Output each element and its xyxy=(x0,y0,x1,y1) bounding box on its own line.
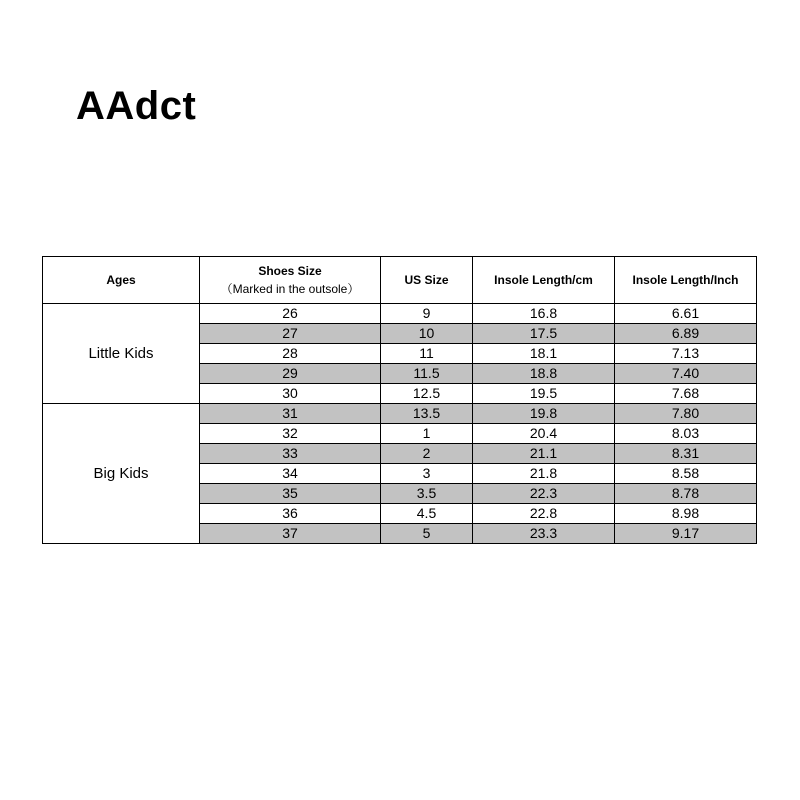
cell-insole-inch: 9.17 xyxy=(615,524,757,544)
cell-insole-inch: 8.31 xyxy=(615,444,757,464)
cell-shoes-size: 28 xyxy=(200,344,381,364)
cell-insole-inch: 8.58 xyxy=(615,464,757,484)
cell-insole-inch: 8.78 xyxy=(615,484,757,504)
cell-insole-cm: 22.8 xyxy=(473,504,615,524)
cell-insole-inch: 6.61 xyxy=(615,304,757,324)
header-row xyxy=(43,257,757,304)
cell-us-size: 11 xyxy=(381,344,473,364)
cell-us-size: 11.5 xyxy=(381,364,473,384)
cell-insole-inch: 7.13 xyxy=(615,344,757,364)
cell-shoes-size: 26 xyxy=(200,304,381,324)
cell-insole-cm: 21.1 xyxy=(473,444,615,464)
cell-insole-inch: 6.89 xyxy=(615,324,757,344)
cell-us-size: 9 xyxy=(381,304,473,324)
cell-shoes-size: 31 xyxy=(200,404,381,424)
cell-insole-cm: 18.1 xyxy=(473,344,615,364)
cell-shoes-size: 36 xyxy=(200,504,381,524)
cell-us-size: 1 xyxy=(381,424,473,444)
table-row xyxy=(43,404,757,424)
cell-shoes-size: 29 xyxy=(200,364,381,384)
cell-insole-cm: 19.8 xyxy=(473,404,615,424)
table-body xyxy=(43,304,757,544)
age-group-label: Little Kids xyxy=(43,304,200,404)
cell-insole-cm: 20.4 xyxy=(473,424,615,444)
table-row xyxy=(43,304,757,324)
cell-us-size: 3.5 xyxy=(381,484,473,504)
header-shoes-size-note: （Marked in the outsole） xyxy=(220,281,360,296)
brand-logo-text: AAdct xyxy=(76,84,197,128)
cell-insole-cm: 19.5 xyxy=(473,384,615,404)
cell-shoes-size: 35 xyxy=(200,484,381,504)
cell-insole-cm: 21.8 xyxy=(473,464,615,484)
cell-insole-inch: 7.40 xyxy=(615,364,757,384)
header-shoes-size-label: Shoes Size xyxy=(258,263,322,278)
size-chart-table xyxy=(42,256,757,544)
cell-insole-inch: 8.03 xyxy=(615,424,757,444)
cell-us-size: 2 xyxy=(381,444,473,464)
cell-insole-inch: 7.80 xyxy=(615,404,757,424)
cell-insole-cm: 18.8 xyxy=(473,364,615,384)
cell-us-size: 5 xyxy=(381,524,473,544)
cell-insole-cm: 23.3 xyxy=(473,524,615,544)
cell-us-size: 10 xyxy=(381,324,473,344)
cell-insole-inch: 8.98 xyxy=(615,504,757,524)
header-insole-inch: Insole Length/Inch xyxy=(615,257,757,304)
cell-us-size: 12.5 xyxy=(381,384,473,404)
cell-shoes-size: 34 xyxy=(200,464,381,484)
cell-us-size: 13.5 xyxy=(381,404,473,424)
header-shoes-size xyxy=(200,257,381,304)
cell-shoes-size: 37 xyxy=(200,524,381,544)
cell-insole-cm: 17.5 xyxy=(473,324,615,344)
age-group-label: Big Kids xyxy=(43,404,200,544)
cell-insole-inch: 7.68 xyxy=(615,384,757,404)
cell-shoes-size: 32 xyxy=(200,424,381,444)
cell-us-size: 4.5 xyxy=(381,504,473,524)
header-ages: Ages xyxy=(43,257,200,304)
cell-shoes-size: 27 xyxy=(200,324,381,344)
cell-shoes-size: 33 xyxy=(200,444,381,464)
cell-shoes-size: 30 xyxy=(200,384,381,404)
cell-us-size: 3 xyxy=(381,464,473,484)
cell-insole-cm: 22.3 xyxy=(473,484,615,504)
cell-insole-cm: 16.8 xyxy=(473,304,615,324)
header-us-size: US Size xyxy=(381,257,473,304)
header-insole-cm: Insole Length/cm xyxy=(473,257,615,304)
